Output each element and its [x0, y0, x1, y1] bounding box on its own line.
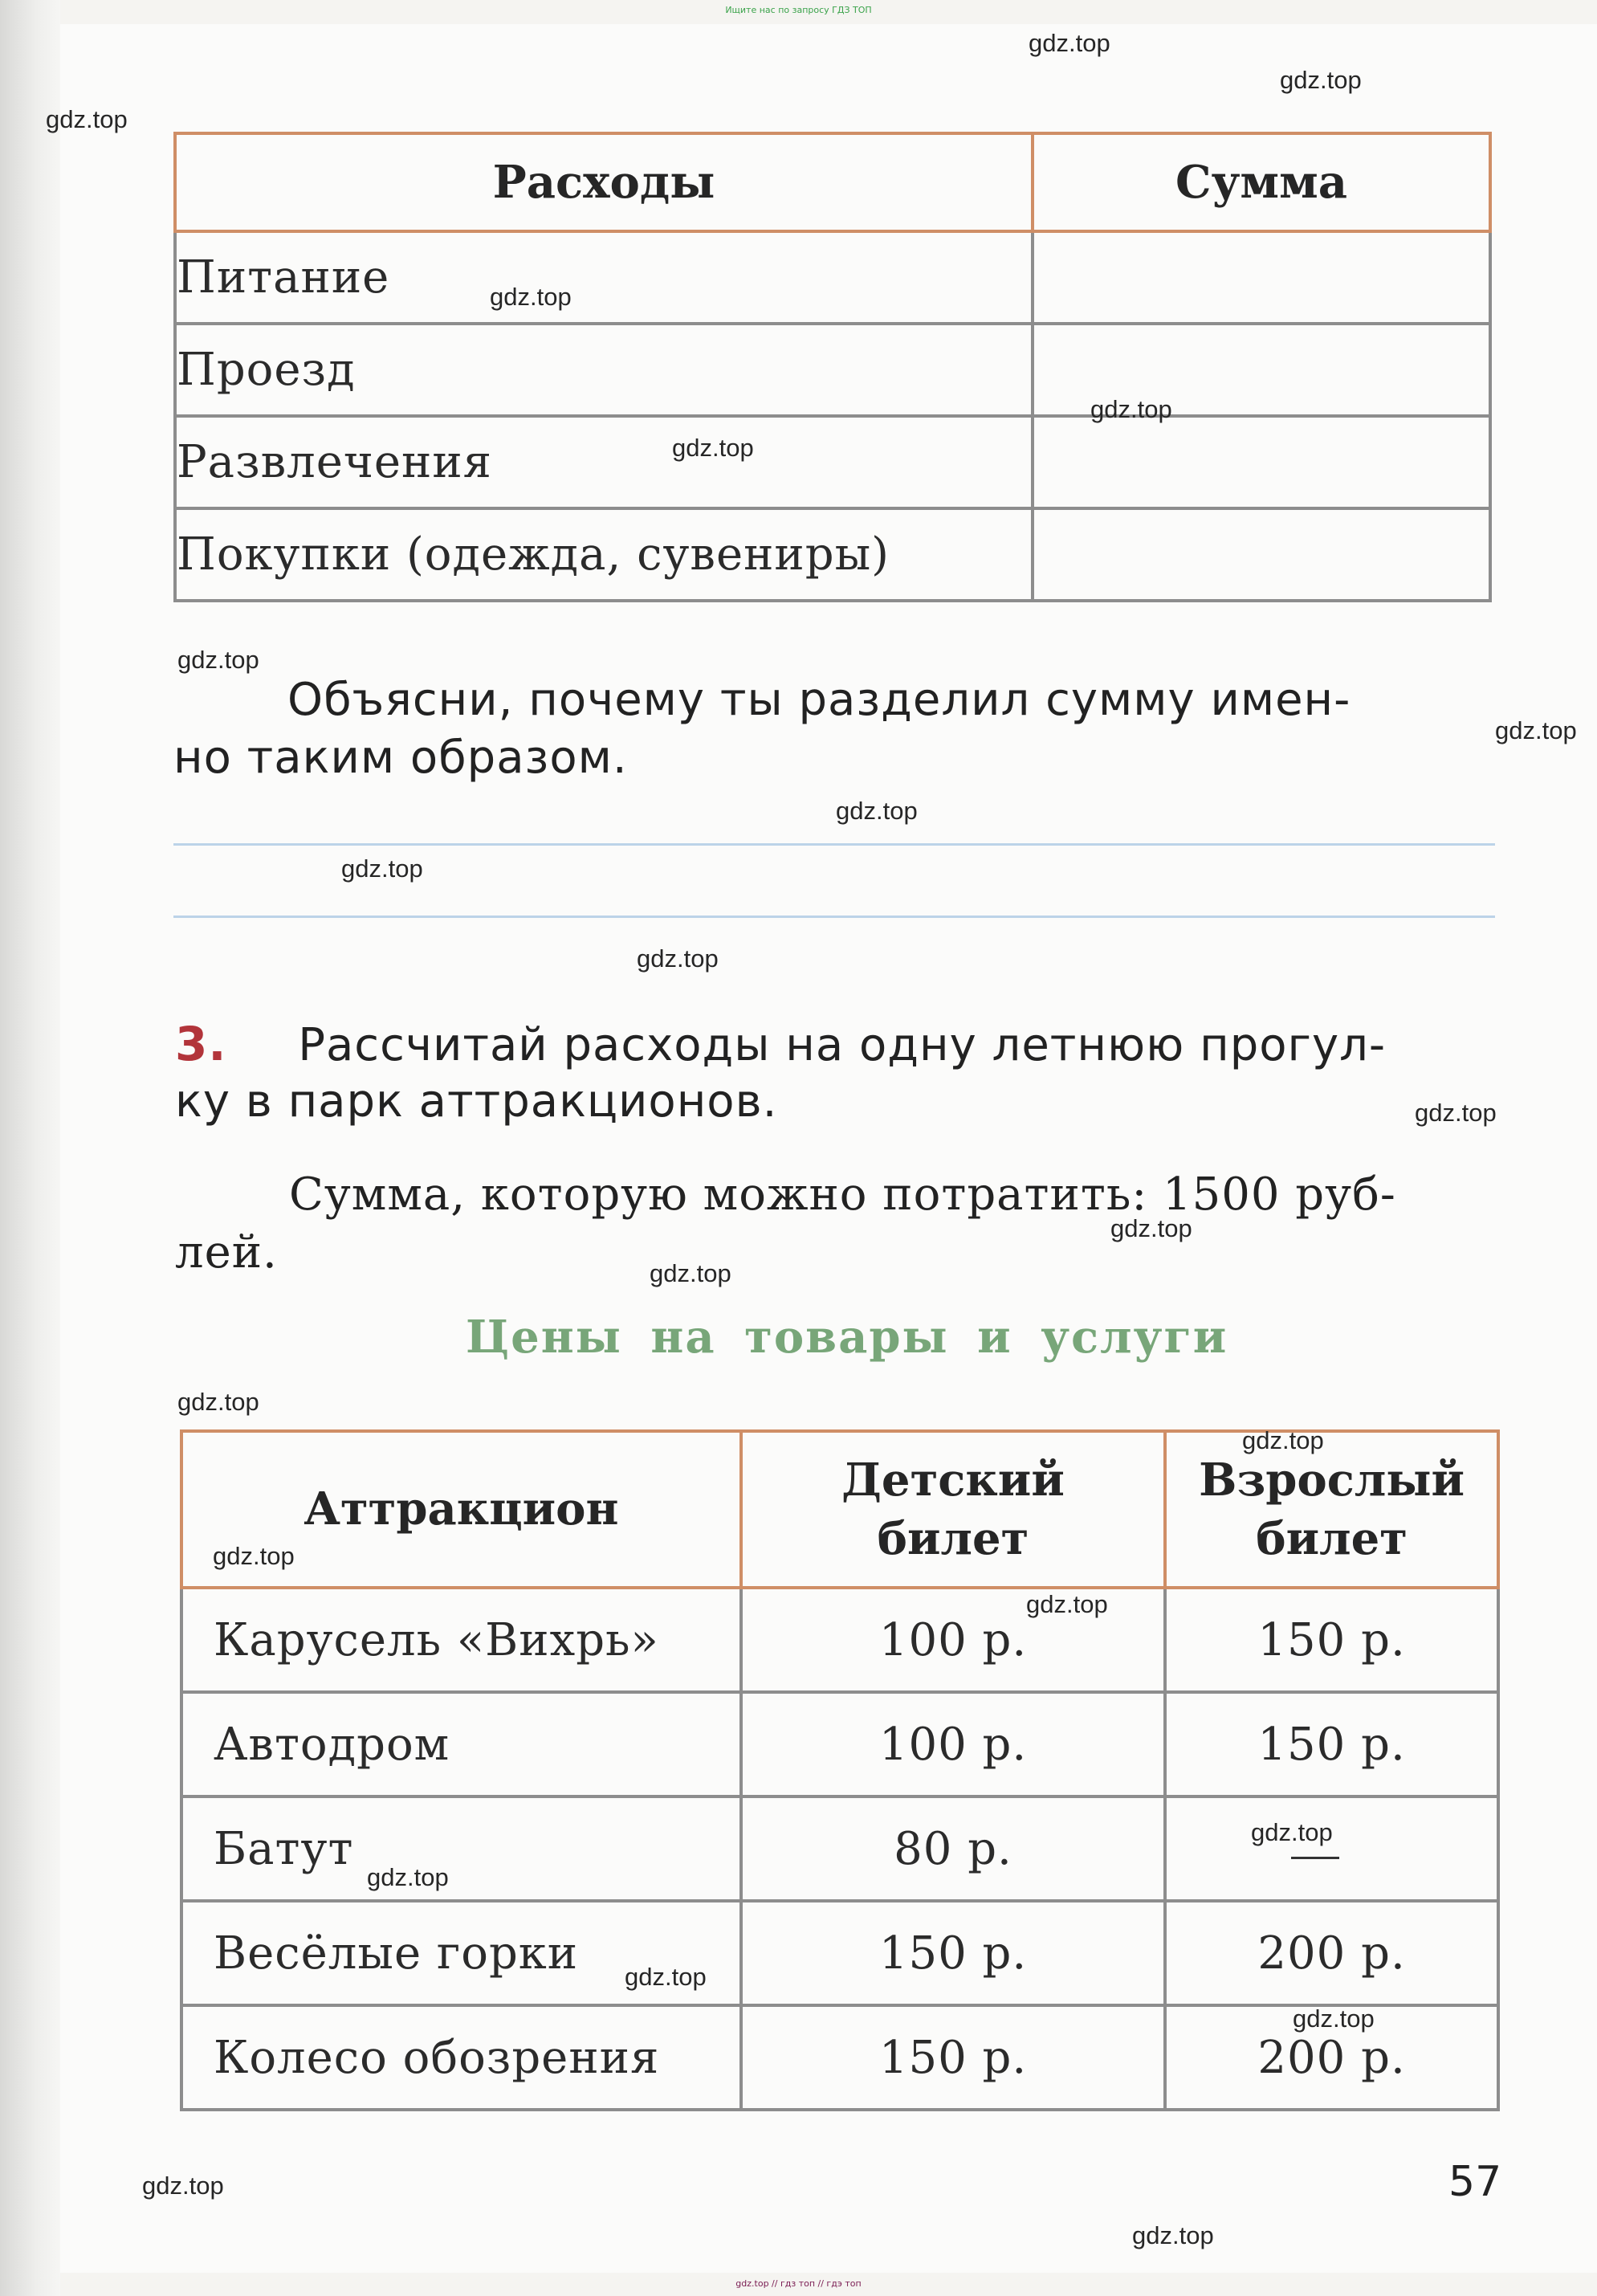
- task-3-text: Рассчитай расходы на одну летнюю прогул-: [298, 1019, 1387, 1071]
- watermark: gdz.top: [1293, 2004, 1375, 2033]
- child-price: 150 р.: [741, 1901, 1165, 2005]
- watermark: gdz.top: [1110, 1214, 1192, 1242]
- watermark: gdz.top: [836, 797, 918, 825]
- header-sum: Сумма: [1033, 133, 1490, 231]
- watermark: gdz.top: [177, 646, 259, 674]
- watermark: gdz.top: [1415, 1099, 1497, 1127]
- answer-line[interactable]: [173, 843, 1495, 846]
- bottom-note: gdz.top // гдз топ // гдэ топ: [735, 2278, 862, 2289]
- expense-sum-cell[interactable]: [1033, 416, 1490, 508]
- watermark: gdz.top: [1280, 66, 1362, 94]
- task-3-line-1: [175, 1015, 1386, 1075]
- attraction-name: Весёлые горки: [181, 1901, 741, 2005]
- watermark: gdz.top: [213, 1542, 295, 1570]
- book-spine-shadow: [0, 0, 60, 2296]
- expenses-table: [173, 132, 1492, 602]
- watermark: gdz.top: [650, 1259, 731, 1287]
- expense-name: Покупки (одежда, сувениры): [175, 508, 1033, 601]
- header-expenses: Расходы: [175, 133, 1033, 231]
- expense-name: Развлечения: [175, 416, 1033, 508]
- adult-price: 150 р.: [1165, 1588, 1498, 1692]
- budget-line-1: Сумма, которую можно потратить: 1500 руб-: [289, 1168, 1396, 1221]
- task-3-line-2: ку в парк аттракционов.: [175, 1075, 778, 1128]
- attraction-name: Батут: [181, 1796, 741, 1901]
- watermark: gdz.top: [341, 854, 423, 883]
- adult-price: 200 р.: [1165, 1901, 1498, 2005]
- expense-name: Питание: [175, 231, 1033, 324]
- page-number: 57: [1448, 2158, 1502, 2206]
- expense-sum-cell[interactable]: [1033, 231, 1490, 324]
- header-attraction: Аттракцион: [181, 1431, 741, 1588]
- header-child-ticket: Детский билет: [741, 1431, 1165, 1588]
- top-note: Ищите нас по запросу ГДЗ ТОП: [725, 5, 872, 15]
- watermark: gdz.top: [490, 283, 572, 311]
- watermark: gdz.top: [177, 1388, 259, 1416]
- attraction-name: Карусель «Вихрь»: [181, 1588, 741, 1692]
- adult-price: [1165, 1796, 1498, 1901]
- explain-line-2: но таким образом.: [173, 732, 628, 784]
- table-header-row: [175, 133, 1490, 231]
- table-row: [175, 324, 1490, 416]
- watermark: gdz.top: [46, 105, 128, 133]
- explain-line-1: Объясни, почему ты разделил сумму имен-: [287, 674, 1351, 726]
- table-row: [175, 508, 1490, 601]
- watermark: gdz.top: [367, 1863, 449, 1891]
- table-row: [175, 416, 1490, 508]
- answer-line[interactable]: [173, 916, 1495, 918]
- watermark: gdz.top: [672, 434, 754, 462]
- watermark: gdz.top: [1251, 1818, 1333, 1846]
- expense-name: Проезд: [175, 324, 1033, 416]
- table-row: [181, 1588, 1498, 1692]
- watermark: gdz.top: [1029, 29, 1110, 57]
- adult-price: 150 р.: [1165, 1692, 1498, 1796]
- watermark: gdz.top: [1242, 1426, 1324, 1454]
- child-price: 150 р.: [741, 2005, 1165, 2110]
- watermark: gdz.top: [625, 1963, 707, 1991]
- watermark: gdz.top: [637, 944, 719, 973]
- watermark: gdz.top: [1026, 1590, 1108, 1618]
- watermark: gdz.top: [142, 2172, 224, 2200]
- table-row: [175, 231, 1490, 324]
- header-adult-ticket: Взрослый билет: [1165, 1431, 1498, 1588]
- child-price: 100 р.: [741, 1588, 1165, 1692]
- watermark: gdz.top: [1495, 716, 1577, 744]
- prices-title: Цены на товары и услуги: [466, 1311, 1228, 1364]
- expense-sum-cell[interactable]: [1033, 508, 1490, 601]
- attraction-name: Автодром: [181, 1692, 741, 1796]
- dash-mark: [1291, 1857, 1339, 1859]
- budget-line-2: лей.: [175, 1226, 278, 1279]
- watermark: gdz.top: [1132, 2221, 1214, 2249]
- task-number: 3.: [175, 1017, 227, 1071]
- watermark: gdz.top: [1090, 395, 1172, 423]
- child-price: 100 р.: [741, 1692, 1165, 1796]
- attraction-name: Колесо обозрения: [181, 2005, 741, 2110]
- table-row: [181, 1692, 1498, 1796]
- table-row: [181, 1901, 1498, 2005]
- child-price: 80 р.: [741, 1796, 1165, 1901]
- adult-price: 200 р.: [1165, 2005, 1498, 2110]
